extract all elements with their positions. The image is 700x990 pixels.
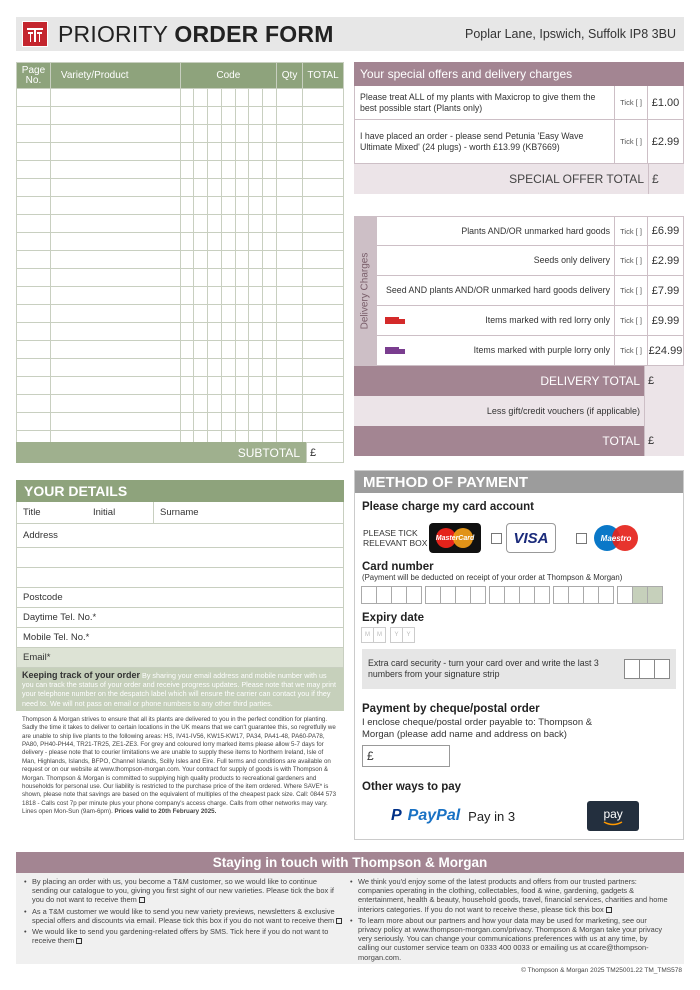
red-lorry-icon [385, 316, 407, 325]
payment-panel [354, 470, 684, 840]
stay-right-list [350, 877, 676, 964]
pay-in-3-label: Pay in 3 [468, 808, 516, 824]
order-row [17, 161, 344, 179]
offer-row [354, 120, 684, 164]
visa-logo: VISA [506, 523, 556, 553]
address-line-2[interactable] [16, 548, 344, 568]
visa-checkbox[interactable] [576, 533, 587, 544]
expiry-boxes[interactable]: M M Y Y [362, 627, 683, 643]
delivery-total-field[interactable]: £ [644, 366, 684, 396]
order-row [17, 143, 344, 161]
col-variety: Variety/Product [50, 63, 180, 89]
paypal-icon: P [391, 807, 402, 824]
special-offer-total-label: SPECIAL OFFER TOTAL [509, 172, 644, 186]
title-field[interactable]: Title [23, 507, 41, 518]
offer-tick-box[interactable]: Tick [ ] [614, 86, 647, 119]
list-item: • We would like to send you gardening-related offers by SMS. Tick here if you do not want to receive them [24, 927, 344, 945]
staying-in-touch-title: Staying in touch with Thompson & Morgan [16, 852, 684, 873]
list-item: • To learn more about our partners and how your data may be used for marketing, see our privacy policy at www.thompson-morgan.com/privacy. Thompson & Morgan take your privacy very seriously. You can change your communications preferences with us at any time, by calling our customer service team on 0333 400 0033 or emailing us at ccare@thompson-morgan.com. [350, 916, 670, 962]
subtotal-label: SUBTOTAL [16, 442, 306, 463]
order-row [17, 323, 344, 341]
delivery-tick-box[interactable]: Tick [ ] [614, 217, 647, 245]
tm-logo-icon [22, 21, 48, 47]
order-row [17, 305, 344, 323]
delivery-side-label: Delivery Charges [354, 216, 376, 366]
order-row [17, 107, 344, 125]
delivery-text: Seed AND plants AND/OR unmarked hard goods delivery [386, 285, 610, 295]
expiry-title: Expiry date [362, 612, 424, 624]
list-item: • We think you'd enjoy some of the latest products and offers from our trusted partners: companies operating in the clothing, collectables, food & wine, gardening, gadgets & entertainment, health & beauty, household goods, travel, financial services, charities and home interiors categories. If you do not want to receive these, please tick this box [350, 877, 670, 914]
delivery-tick-box[interactable]: Tick [ ] [614, 276, 647, 305]
offer-text: Please treat ALL of my plants with Maxicrop to give them the best possible start (Plants only) [360, 91, 596, 113]
paypal-logo: PayPal [407, 807, 461, 824]
special-offers-panel [354, 62, 684, 194]
stay-left-list [24, 877, 350, 964]
grand-total-label: TOTAL [602, 434, 640, 448]
order-row [17, 251, 344, 269]
catalogue-opt-out-checkbox[interactable] [139, 897, 145, 903]
form-header [16, 17, 684, 51]
voucher-field[interactable] [644, 396, 684, 426]
col-total: TOTAL [303, 63, 344, 89]
postcode-field[interactable]: Postcode [16, 588, 344, 608]
card-number-title: Card number [362, 561, 434, 573]
delivery-price: £9.99 [647, 306, 683, 335]
cheque-text: I enclose cheque/postal order payable to: Thompson & Morgan (please add name and address on back) [362, 717, 593, 740]
cheque-amount-field[interactable]: £ [362, 745, 450, 767]
card-number-boxes[interactable] [362, 586, 683, 604]
address-line-3[interactable] [16, 568, 344, 588]
keeping-track-notice: Keeping track of your order By sharing your email address and mobile number with us you can track the status of your order and receive progress updates. Please note that we may print your telephone number on the despatch label which will ensure the carrier can contact you if they need to. We will not pass on email or phone numbers to any other third parties. [16, 668, 344, 711]
daytime-tel-field[interactable]: Daytime Tel. No.* [16, 608, 344, 628]
offer-tick-box[interactable]: Tick [ ] [614, 120, 647, 163]
order-row [17, 359, 344, 377]
col-page-no: Page No. [17, 63, 51, 89]
other-ways-title: Other ways to pay [362, 781, 462, 793]
delivery-row [376, 216, 684, 246]
delivery-row [376, 276, 684, 306]
cheque-title: Payment by cheque/postal order [362, 703, 540, 715]
your-details-panel [16, 480, 344, 822]
list-item: • As a T&M customer we would like to send you new variety previews, newsletters & exclusive special offers and discounts via email. Please tick this box if you do not want to receive them [24, 907, 344, 925]
delivery-total-label: DELIVERY TOTAL [540, 374, 640, 388]
voucher-label: Less gift/credit vouchers (if applicable) [486, 406, 640, 416]
col-qty: Qty [277, 63, 303, 89]
surname-field[interactable]: Surname [153, 502, 343, 523]
offer-text: I have placed an order - please send Petunia 'Easy Wave Ultimate Mixed' (24 plugs) - worth £13.99 (KB7669) [360, 130, 584, 152]
special-offer-total [354, 164, 684, 194]
order-row [17, 341, 344, 359]
delivery-tick-box[interactable]: Tick [ ] [614, 246, 647, 275]
delivery-tick-box[interactable]: Tick [ ] [614, 306, 647, 335]
mastercard-checkbox[interactable] [491, 533, 502, 544]
offer-price: £1.00 [647, 86, 683, 119]
order-row [17, 179, 344, 197]
grand-total-field[interactable]: £ [644, 426, 684, 456]
mobile-tel-field[interactable]: Mobile Tel. No.* [16, 628, 344, 648]
maestro-logo: Maestro [591, 523, 641, 553]
delivery-price: £2.99 [647, 246, 683, 275]
email-field[interactable]: Email* [16, 648, 344, 668]
address-field[interactable]: Address [16, 524, 344, 548]
mastercard-logo: MasterCard [429, 523, 481, 553]
order-row [17, 233, 344, 251]
delivery-price: £7.99 [647, 276, 683, 305]
grand-total-row [354, 426, 684, 456]
special-offer-total-field[interactable]: £ [648, 164, 684, 194]
subtotal-field[interactable]: £ [306, 442, 344, 463]
amazon-smile-icon [603, 821, 623, 826]
order-row [17, 89, 344, 107]
email-opt-out-checkbox[interactable] [336, 918, 342, 924]
offer-price: £2.99 [647, 120, 683, 163]
delivery-price: £24.99 [647, 336, 683, 365]
delivery-total-row [354, 366, 684, 396]
delivery-text: Seeds only delivery [533, 255, 610, 265]
delivery-text: Items marked with purple lorry only [473, 345, 610, 355]
order-row [17, 215, 344, 233]
initial-field[interactable]: Initial [93, 507, 116, 518]
order-row [17, 197, 344, 215]
offer-row [354, 86, 684, 120]
offers-title: Your special offers and delivery charges [354, 62, 684, 86]
delivery-text: Items marked with red lorry only [485, 315, 610, 325]
purple-lorry-icon [385, 346, 407, 355]
order-row [17, 287, 344, 305]
delivery-panel [354, 216, 684, 456]
tick-label: PLEASE TICK RELEVANT BOX [363, 528, 428, 548]
order-row [17, 395, 344, 413]
order-row [17, 269, 344, 287]
company-address: Poplar Lane, Ipswich, Suffolk IP8 3BU [465, 27, 676, 41]
voucher-row [354, 396, 684, 426]
your-details-title: YOUR DETAILS [16, 480, 344, 502]
security-code-boxes[interactable] [624, 659, 670, 679]
staying-in-touch-panel [16, 852, 684, 964]
order-row [17, 377, 344, 395]
delivery-tick-box[interactable]: Tick [ ] [614, 336, 647, 365]
terms-small-print: Thompson & Morgan strives to ensure that all its plants are delivered to you in the perfect condition for planting. Sadly the time it takes to deliver to certain locations in the UK means that we can't guarantee this, so regretfully we are unable to ship live plants to the following areas: HS, IV41-IV56, KW15-KW17, PA34, PA41-48, PA60-PA78, PA80, PH40-PH44, TR21-TR25, ZE1-ZE3. For grey and coloured lorry marked items please allow 5-7 days for delivery - please note that to courier limitations we are unable to supply these items to Northern Ireland, Isle of Man, Highlands, Islands, BFPO, Channel Islands, Scilly Isles and Eire. Full terms and conditions are available on request or on our website at www.thompson-morgan.com. Your contract for supply of goods is with Thompson & Morgan. Thompson & Morgan is committed to supplying high quality products to recreational gardeners and households for personal use. Our liability is restricted to the purchase price of the item ordered. Where SAVE* is shown, please note that savings are based on the equivalent of multiples of the cheapest pack size. Call: 0844 573 1818 - Calls cost 7p per minute plus your phone company's access charge. Calls from other networks may vary. Lines open Mon-Sun (9am-6pm). Prices valid to 20th February 2025. [22, 715, 337, 816]
order-table [16, 62, 344, 449]
col-code: Code [180, 63, 277, 89]
card-number-note: (Payment will be deducted on receipt of your order at Thompson & Morgan) [362, 573, 623, 582]
sms-opt-out-checkbox[interactable] [76, 938, 82, 944]
payment-title: METHOD OF PAYMENT [355, 471, 683, 493]
delivery-row [376, 336, 684, 366]
list-item: • By placing an order with us, you become a T&M customer, so we would like to continue sending our catalogue to you, giving you first sight of our new varieties. Please tick the box if you do not want to receive them [24, 877, 344, 905]
order-row [17, 125, 344, 143]
amazon-pay-logo: pay [587, 801, 639, 831]
delivery-row [376, 246, 684, 276]
card-title: Please charge my card account [362, 501, 534, 513]
delivery-price: £6.99 [647, 217, 683, 245]
delivery-row [376, 306, 684, 336]
subtotal-row [16, 442, 344, 463]
footer-copyright: © Thompson & Morgan 2025 TM25001.22 TM_TMS578 [521, 967, 682, 974]
extra-security: Extra card security - turn your card over and write the last 3 numbers from your signature strip [362, 649, 676, 689]
partners-opt-out-checkbox[interactable] [606, 907, 612, 913]
order-row [17, 413, 344, 431]
delivery-text: Plants AND/OR unmarked hard goods [461, 225, 610, 236]
form-title: PRIORITY ORDER FORM [58, 20, 334, 47]
